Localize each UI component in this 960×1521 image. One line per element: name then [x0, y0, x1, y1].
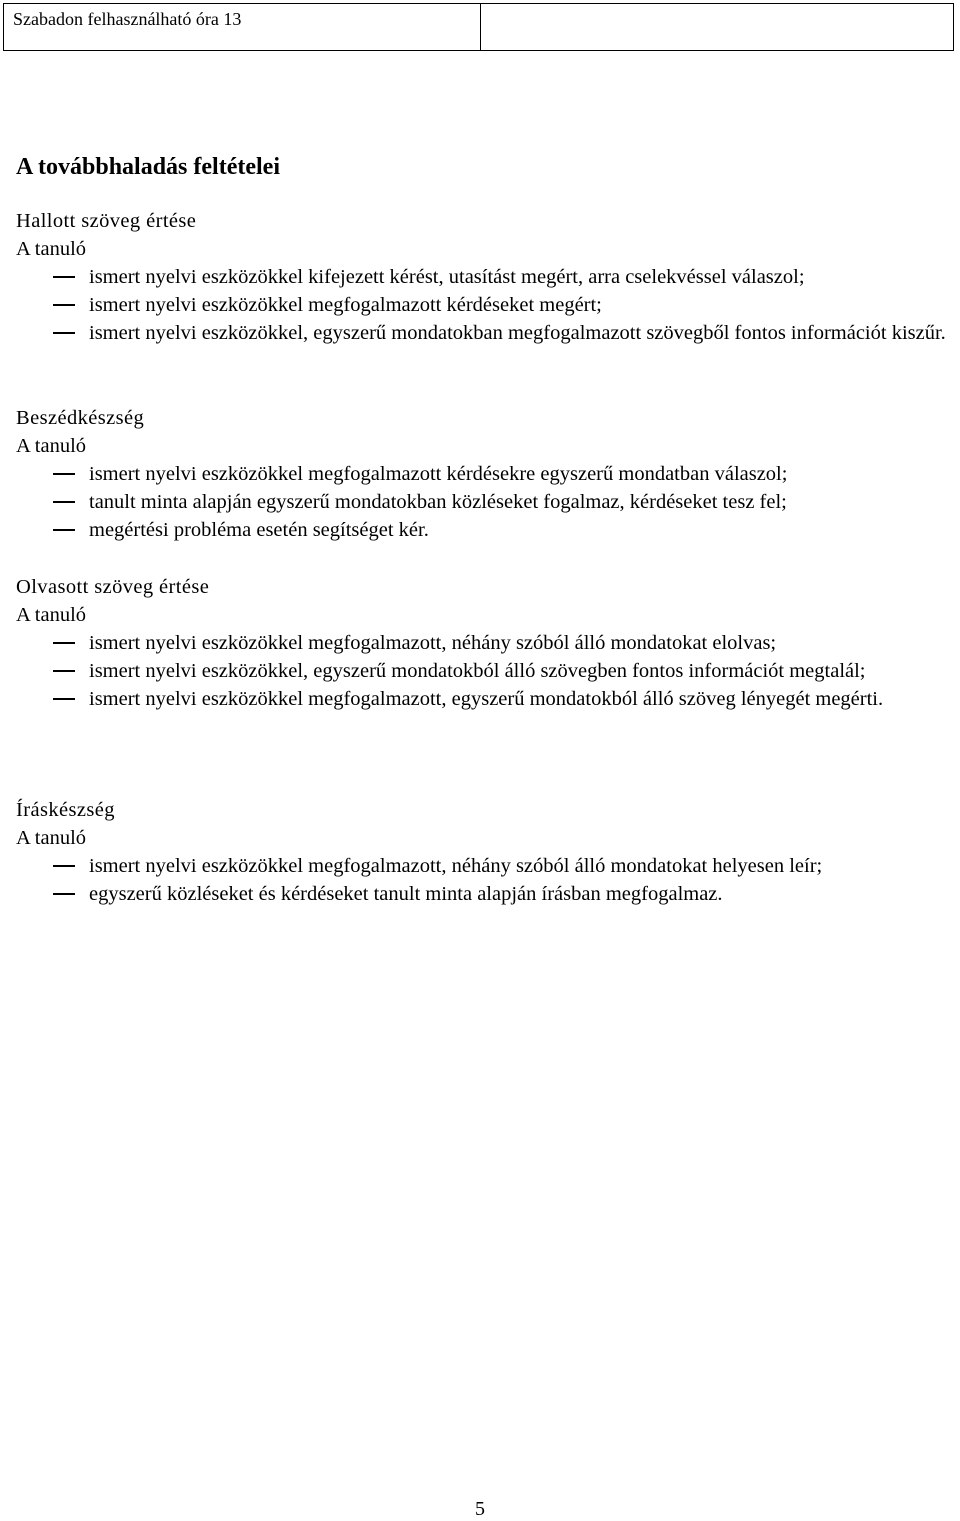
- header-table: [3, 3, 954, 51]
- list-item: [16, 319, 946, 347]
- requirement-list: [16, 460, 946, 544]
- list-item-text: ismert nyelvi eszközökkel, egyszerű mondatokban megfogalmazott szövegből fontos információt kiszűr.: [89, 322, 946, 344]
- dash-bullet-icon: [53, 670, 75, 672]
- list-item-text: ismert nyelvi eszközökkel megfogalmazott, néhány szóból álló mondatokat helyesen leír;: [89, 855, 823, 877]
- section-writing: [16, 796, 946, 908]
- list-item: [16, 488, 946, 516]
- section-subject: A tanuló: [16, 238, 87, 260]
- list-item-text: ismert nyelvi eszközökkel kifejezett kérést, utasítást megért, arra cselekvéssel válaszol;: [89, 266, 805, 288]
- dash-bullet-icon: [53, 698, 75, 700]
- dash-bullet-icon: [53, 893, 75, 895]
- list-item-text: ismert nyelvi eszközökkel megfogalmazott, néhány szóból álló mondatokat elolvas;: [89, 632, 777, 654]
- dash-bullet-icon: [53, 276, 75, 278]
- list-item-text: egyszerű közléseket és kérdéseket tanult minta alapján írásban megfogalmaz.: [89, 883, 723, 905]
- list-item-text: ismert nyelvi eszközökkel, egyszerű mondatokból álló szövegben fontos információt megtalál;: [89, 660, 866, 682]
- section-reading: [16, 573, 946, 713]
- header-cell-right: [481, 4, 953, 50]
- list-item: [16, 852, 946, 880]
- section-heading: Íráskészség: [16, 799, 115, 821]
- dash-bullet-icon: [53, 501, 75, 503]
- section-speaking: [16, 404, 946, 544]
- list-item: [16, 629, 946, 657]
- list-item: [16, 460, 946, 488]
- section-subject: A tanuló: [16, 827, 87, 849]
- page-title: A továbbhaladás feltételei: [16, 154, 280, 180]
- section-heading: Olvasott szöveg értése: [16, 576, 210, 598]
- list-item: [16, 516, 946, 544]
- list-item: [16, 291, 946, 319]
- section-heading: Hallott szöveg értése: [16, 210, 197, 232]
- dash-bullet-icon: [53, 642, 75, 644]
- list-item-text: ismert nyelvi eszközökkel megfogalmazott kérdésekre egyszerű mondatban válaszol;: [89, 463, 788, 485]
- requirement-list: [16, 263, 946, 347]
- requirement-list: [16, 629, 946, 713]
- section-listening: [16, 207, 946, 347]
- list-item: [16, 880, 946, 908]
- requirement-list: [16, 852, 946, 908]
- section-heading: Beszédkészség: [16, 407, 145, 429]
- page-number: 5: [475, 1498, 485, 1520]
- list-item-text: megértési probléma esetén segítséget kér.: [89, 519, 429, 541]
- list-item: [16, 657, 946, 685]
- dash-bullet-icon: [53, 473, 75, 475]
- list-item-text: ismert nyelvi eszközökkel megfogalmazott kérdéseket megért;: [89, 294, 602, 316]
- dash-bullet-icon: [53, 332, 75, 334]
- dash-bullet-icon: [53, 529, 75, 531]
- section-subject: A tanuló: [16, 604, 87, 626]
- header-cell-left: Szabadon felhasználható óra 13: [4, 4, 481, 50]
- list-item-text: tanult minta alapján egyszerű mondatokban közléseket fogalmaz, kérdéseket tesz fel;: [89, 491, 787, 513]
- section-subject: A tanuló: [16, 435, 87, 457]
- list-item: [16, 685, 946, 713]
- dash-bullet-icon: [53, 304, 75, 306]
- dash-bullet-icon: [53, 865, 75, 867]
- list-item: [16, 263, 946, 291]
- list-item-text: ismert nyelvi eszközökkel megfogalmazott, egyszerű mondatokból álló szöveg lényegét megérti.: [89, 688, 884, 710]
